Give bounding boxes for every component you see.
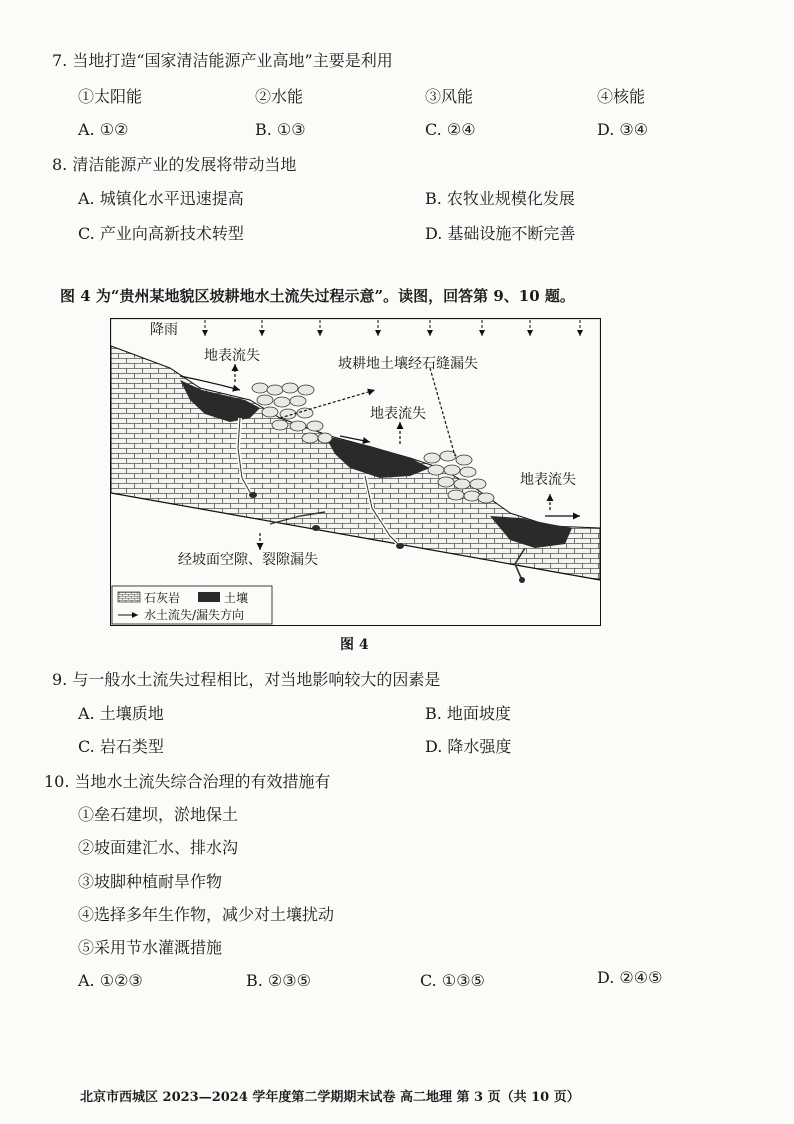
- q9-option-a[interactable]: A. 土壤质地: [78, 704, 164, 723]
- label-surface-loss-3: 地表流失: [520, 472, 576, 488]
- q8-option-d[interactable]: D. 基础设施不断完善: [425, 224, 576, 243]
- q10-item-2: ②坡面建汇水、排水沟: [78, 838, 239, 857]
- label-surface-loss-1: 地表流失: [204, 348, 260, 364]
- q10-option-b[interactable]: B. ②③⑤: [246, 971, 311, 990]
- legend-limestone: 石灰岩: [144, 591, 181, 605]
- q9-option-c[interactable]: C. 岩石类型: [78, 737, 164, 756]
- legend-limestone-swatch: [118, 592, 140, 602]
- q8-option-b[interactable]: B. 农牧业规模化发展: [425, 189, 575, 208]
- q8-stem: 8. 清洁能源产业的发展将带动当地: [52, 155, 297, 174]
- q8-option-a[interactable]: A. 城镇化水平迅速提高: [78, 189, 244, 208]
- q10-option-c[interactable]: C. ①③⑤: [420, 971, 485, 990]
- legend-soil: 土壤: [224, 591, 249, 605]
- q9-option-d[interactable]: D. 降水强度: [425, 737, 512, 756]
- q7-option-c[interactable]: C. ②④: [425, 120, 476, 139]
- figure-intro: 图 4 为“贵州某地貌区坡耕地水土流失过程示意”。读图，回答第 9、10 题。: [60, 287, 575, 305]
- q7-item-3: ③风能: [425, 87, 474, 106]
- q10-stem: 10. 当地水土流失综合治理的有效措施有: [44, 772, 331, 791]
- q7-option-a[interactable]: A. ①②: [78, 120, 129, 139]
- q10-item-5: ⑤采用节水灌溉措施: [78, 938, 223, 957]
- q9-option-b[interactable]: B. 地面坡度: [425, 704, 511, 723]
- q10-item-1: ①垒石建坝，淤地保土: [78, 805, 239, 824]
- figure-caption: 图 4: [340, 637, 369, 653]
- label-rain: 降雨: [150, 322, 178, 338]
- q10-item-3: ③坡脚种植耐旱作物: [78, 872, 223, 891]
- q7-item-1: ①太阳能: [78, 87, 143, 106]
- page-footer: 北京市西城区 2023—2024 学年度第二学期期末试卷 高二地理 第 3 页（共 10 页）: [80, 1090, 580, 1105]
- label-seep-through-rocks: 坡耕地土壤经石缝漏失: [338, 356, 478, 372]
- q7-item-4: ④核能: [597, 87, 646, 106]
- legend-arrow: 水土流失/漏失方向: [144, 608, 245, 622]
- q10-option-a[interactable]: A. ①②③: [78, 971, 143, 990]
- q7-option-d[interactable]: D. ③④: [597, 120, 649, 139]
- q7-item-2: ②水能: [255, 87, 304, 106]
- q10-option-d[interactable]: D. ②④⑤: [597, 968, 663, 987]
- q9-stem: 9. 与一般水土流失过程相比，对当地影响较大的因素是: [52, 670, 441, 689]
- label-underground-leakage: 经坡面空隙、裂隙漏失: [178, 552, 318, 568]
- legend-soil-swatch: [198, 592, 220, 602]
- q7-option-b[interactable]: B. ①③: [255, 120, 306, 139]
- q10-item-4: ④选择多年生作物，减少对土壤扰动: [78, 905, 335, 924]
- label-surface-loss-2: 地表流失: [370, 406, 426, 422]
- q7-stem: 7. 当地打造“国家清洁能源产业高地”主要是利用: [52, 51, 393, 70]
- karst-soil-erosion-diagram: [110, 318, 601, 626]
- q8-option-c[interactable]: C. 产业向高新技术转型: [78, 224, 244, 243]
